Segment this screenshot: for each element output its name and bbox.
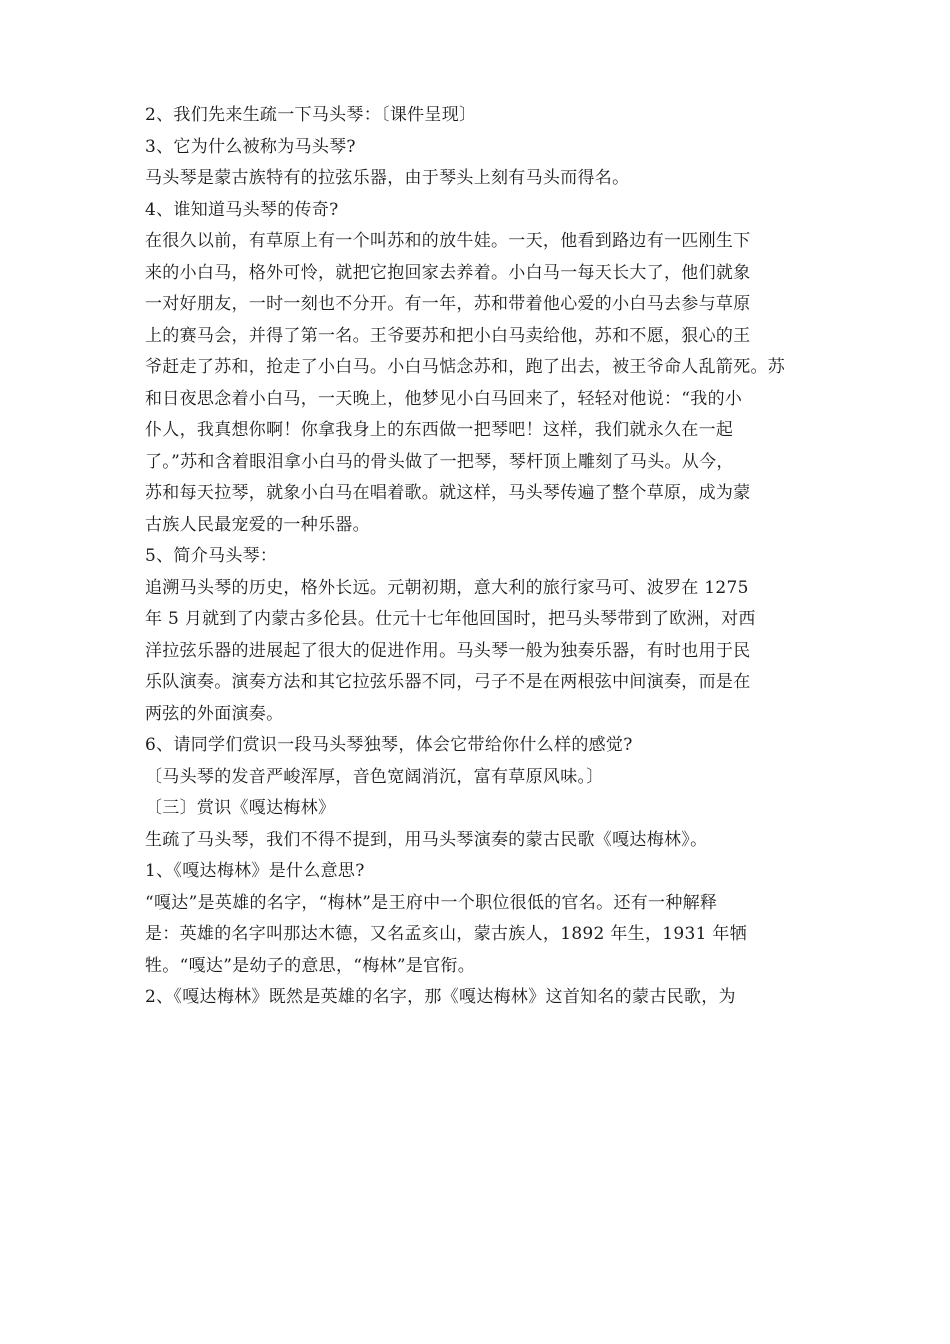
- text-line: 6、请同学们赏识一段马头琴独琴，体会它带给你什么样的感觉?: [145, 735, 633, 755]
- text-line: 〔马头琴的发音严峻浑厚，音色宽阔消沉，富有草原风味。〕: [145, 766, 604, 787]
- text-line: 仆人，我真想你啊！你拿我身上的东西做一把琴吧！这样，我们就永久在一起: [145, 420, 734, 440]
- text-line: 上的赛马会，并得了第一名。王爷要苏和把小白马卖给他，苏和不愿，狠心的王: [145, 325, 751, 346]
- text-line: 年 5 月就到了内蒙古多伦县。仕元十七年他回国时，把马头琴带到了欧洲，对西: [145, 609, 756, 629]
- text-line: 是：英雄的名字叫那达木德，又名孟亥山，蒙古族人，1892 年生，1931 年牺: [145, 924, 748, 944]
- text-line: 1、《嘎达梅林》是什么意思?: [145, 861, 365, 881]
- document-page: [145, 100, 815, 1014]
- text-line: 5、简介马头琴：: [145, 546, 278, 566]
- text-line: 3、它为什么被称为马头琴?: [145, 136, 356, 157]
- text-line: 了。”苏和含着眼泪拿小白马的骨头做了一把琴，琴杆顶上雕刻了马头。从今，: [145, 451, 734, 472]
- text-line: 4、谁知道马头琴的传奇?: [145, 199, 339, 220]
- text-line: 古族人民最宠爱的一种乐器。: [145, 514, 370, 535]
- text-line: “嘎达”是英雄的名字，“梅林”是王府中一个职位很低的官名。还有一种解释: [145, 892, 718, 913]
- text-line: 一对好朋友，一时一刻也不分开。有一年，苏和带着他心爱的小白马去参与草原: [145, 294, 751, 314]
- text-line: 马头琴是蒙古族特有的拉弦乐器，由于琴头上刻有马头而得名。: [145, 168, 630, 188]
- text-line: 洋拉弦乐器的进展起了很大的促进作用。马头琴一般为独奏乐器，有时也用于民: [145, 640, 751, 661]
- text-line: 生疏了马头琴，我们不得不提到，用马头琴演奏的蒙古民歌《嘎达梅林》。: [145, 829, 708, 850]
- text-line: 和日夜思念着小白马，一天晚上，他梦见小白马回来了，轻轻对他说：“我的小: [145, 388, 743, 409]
- text-line: 2、我们先来生疏一下马头琴：〔课件呈现〕: [145, 105, 477, 125]
- text-line: 追溯马头琴的历史，格外长远。元朝初期，意大利的旅行家马可、波罗在 1275: [145, 577, 749, 598]
- text-line: 牲。“嘎达”是幼子的意思，“梅林”是官衔。: [145, 955, 476, 976]
- text-line: 2、《嘎达梅林》既然是英雄的名字，那《嘎达梅林》这首知名的蒙古民歌，为: [145, 987, 736, 1007]
- text-line: 在很久以前，有草原上有一个叫苏和的放牛娃。一天，他看到路边有一匹刚生下: [145, 231, 751, 251]
- text-line: 〔三〕赏识《嘎达梅林》: [145, 798, 336, 818]
- text-line: 乐队演奏。演奏方法和其它拉弦乐器不同，弓子不是在两根弦中间演奏，而是在: [145, 672, 751, 692]
- text-line: 两弦的外面演奏。: [145, 703, 284, 724]
- text-line: 来的小白马，格外可怜，就把它抱回家去养着。小白马一每天长大了，他们就象: [145, 262, 751, 283]
- text-line: 苏和每天拉琴，就象小白马在唱着歌。就这样，马头琴传遍了整个草原，成为蒙: [145, 483, 751, 503]
- text-line: 爷赶走了苏和，抢走了小白马。小白马惦念苏和，跑了出去，被王爷命人乱箭死。苏: [145, 357, 786, 377]
